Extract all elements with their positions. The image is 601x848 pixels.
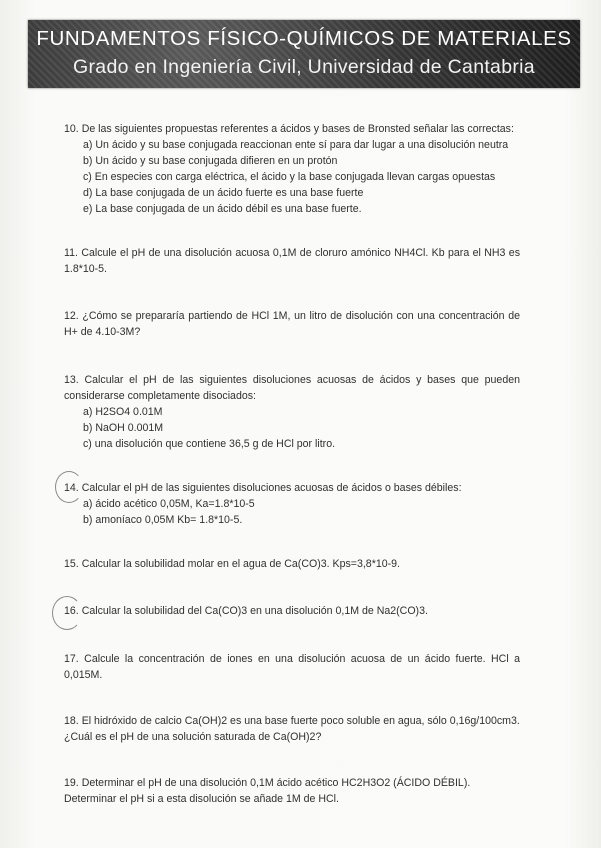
- course-title: FUNDAMENTOS FÍSICO-QUÍMICOS DE MATERIALES: [36, 27, 572, 50]
- question-19: [64, 775, 520, 807]
- question-10: [64, 121, 520, 217]
- question-text: Calcular el pH de las siguientes disoluciones acuosas de ácidos y bases que pueden considerarse completamente disociados:: [64, 374, 520, 402]
- option-item: b) Un ácido y su base conjugada difieren en un protón: [83, 155, 338, 167]
- question-17: [64, 651, 520, 683]
- question-18: [64, 713, 520, 745]
- option-item: d) La base conjugada de un ácido fuerte es una base fuerte: [83, 187, 364, 199]
- question-number: 13.: [64, 374, 79, 386]
- option-item: a) Un ácido y su base conjugada reaccionan ente sí para dar lugar a una disolución neutra: [83, 139, 509, 151]
- question-15: [64, 556, 520, 572]
- question-text: Calcule el pH de una disolución acuosa 0,1M de cloruro amónico NH4Cl. Kb para el NH3 es 1.8*10-5.: [64, 247, 520, 275]
- question-number: 10.: [64, 123, 79, 135]
- question-number: 16.: [64, 605, 79, 617]
- option-list: [83, 496, 520, 528]
- question-number: 18.: [64, 715, 79, 727]
- option-item: e) La base conjugada de un ácido débil es una base fuerte.: [83, 203, 362, 215]
- question-text: El hidróxido de calcio Ca(OH)2 es una base fuerte poco soluble en agua, sólo 0,16g/100cm3. ¿Cuál es el pH de una solución saturada de Ca(OH)2?: [64, 715, 520, 743]
- option-item: b) NaOH 0.001M: [83, 422, 164, 434]
- option-item: c) una disolución que contiene 36,5 g de HCl por litro.: [83, 438, 336, 450]
- question-number: 19.: [64, 777, 79, 789]
- option-item: a) ácido acético 0,05M, Ka=1.8*10-5: [83, 498, 255, 510]
- option-item: a) H2SO4 0.01M: [83, 406, 163, 418]
- option-list: [83, 137, 520, 217]
- question-16: [64, 603, 520, 619]
- question-number: 11.: [64, 247, 78, 259]
- course-subtitle: Grado en Ingeniería Civil, Universidad de Cantabria: [73, 56, 535, 78]
- question-text: Calcular la solubilidad del Ca(CO)3 en una disolución 0,1M de Na2(CO)3.: [81, 605, 428, 617]
- question-text: Calcule la concentración de iones en una disolución acuosa de un ácido fuerte. HCl a 0,015M.: [64, 653, 520, 681]
- question-11: [64, 245, 520, 277]
- question-text: Determinar el pH de una disolución 0,1M ácido acético HC2H3O2 (ÁCIDO DÉBIL). Determinar el pH si a esta disolución se añade 1M de HCl.: [64, 777, 471, 805]
- option-list: [83, 404, 520, 452]
- question-12: [64, 308, 520, 340]
- question-text: Calcular el pH de las siguientes disoluciones acuosas de ácidos o bases débiles:: [81, 482, 462, 494]
- question-number: 17.: [64, 653, 79, 665]
- question-13: [64, 372, 520, 452]
- question-text: De las siguientes propuestas referentes a ácidos y bases de Bronsted señalar las correctas:: [81, 123, 514, 135]
- question-text: Calcular la solubilidad molar en el agua de Ca(CO)3. Kps=3,8*10-9.: [81, 558, 400, 570]
- option-item: c) En especies con carga eléctrica, el ácido y la base conjugada llevan cargas opuestas: [83, 171, 496, 183]
- option-item: b) amoníaco 0,05M Kb= 1.8*10-5.: [83, 514, 243, 526]
- header-banner: [28, 20, 580, 88]
- question-14: [64, 480, 520, 528]
- question-number: 14.: [64, 482, 79, 494]
- question-text: ¿Cómo se prepararía partiendo de HCl 1M, un litro de disolución con una concentración de H+ de 4.10-3M?: [64, 310, 520, 338]
- question-number: 15.: [64, 558, 79, 570]
- question-number: 12.: [64, 310, 79, 322]
